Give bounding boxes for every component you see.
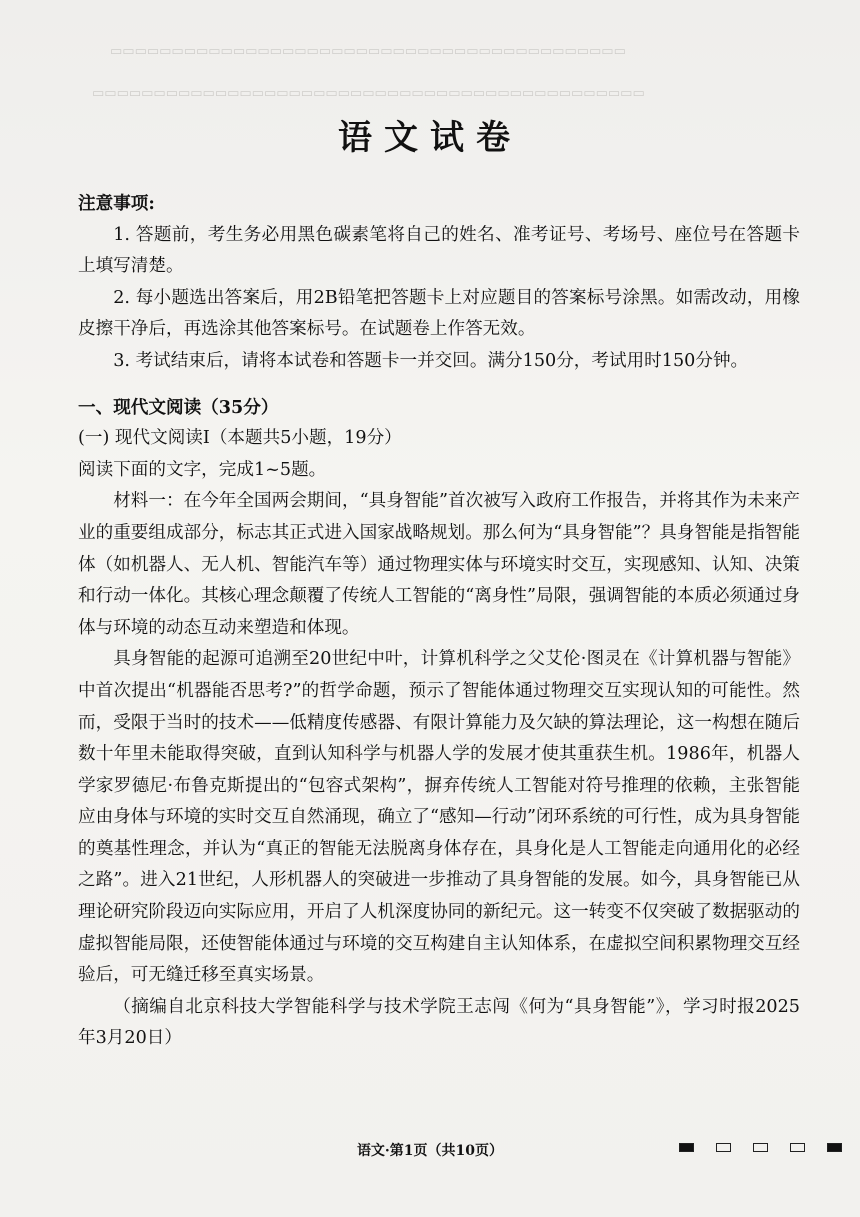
- subsection-heading: (一) 现代文阅读Ⅰ（本题共5小题，19分）: [78, 428, 402, 449]
- registration-mark: [716, 1143, 731, 1152]
- registration-mark: [679, 1143, 694, 1152]
- notice-item: 1. 答题前，考生务必用黑色碳素笔将自己的姓名、准考证号、考场号、座位号在答题卡上填写清楚。: [78, 224, 800, 277]
- section-heading: 一、现代文阅读（35分）: [78, 396, 279, 418]
- reading-instruction: 阅读下面的文字，完成1~5题。: [78, 459, 327, 480]
- source-citation: （摘编自北京科技大学智能科学与技术学院王志闯《何为“具身智能”》，学习时报2025年3月20日）: [78, 996, 800, 1049]
- registration-marks: [679, 1143, 842, 1152]
- material-paragraph: 具身智能的起源可追溯至20世纪中叶，计算机科学之父艾伦·图灵在《计算机器与智能》中首次提出“机器能否思考?”的哲学命题，预示了智能体通过物理交互实现认知的可能性。然而，受限于当时的技术——低精度传感器、有限计算能力及欠缺的算法理论，这一构想在随后数十年里未能取得突破，直到认知科学与机器人学的发展才使其重获生机。1986年，机器人学家罗德尼·布鲁克斯提出的“包容式架构”，摒弃传统人工智能对符号推理的依赖，主张智能应由身体与环境的实时交互自然涌现，确立了“感知—行动”闭环系统的可行性，成为具身智能的奠基性理念，并认为“真正的智能无法脱离身体存在，具身化是人工智能走向通用化的必经之路”。进入21世纪，人形机器人的突破进一步推动了具身智能的发展。如今，具身智能已从理论研究阶段迈向实际应用，开启了人机深度协同的新纪元。这一转变不仅突破了数据驱动的虚拟智能局限，还使智能体通过与环境的交互构建自主认知体系，在虚拟空间积累物理交互经验后，可无缝迁移至真实场景。: [78, 649, 800, 986]
- notice-item: 2. 每小题选出答案后，用2B铅笔把答题卡上对应题目的答案标号涂黑。如需改动，用橡皮擦干净后，再选涂其他答案标号。在试题卷上作答无效。: [78, 287, 800, 340]
- registration-mark: [753, 1143, 768, 1152]
- registration-mark: [790, 1143, 805, 1152]
- bleed-through-text: ▭▭▭▭▭▭▭▭▭▭▭▭▭▭▭▭▭▭▭▭▭▭▭▭▭▭▭▭▭▭▭▭▭▭▭▭▭▭▭▭▭▭: [110, 44, 626, 59]
- exam-content: [78, 188, 800, 1055]
- registration-mark: [827, 1143, 842, 1152]
- bleed-through-text: ▭▭▭▭▭▭▭▭▭▭▭▭▭▭▭▭▭▭▭▭▭▭▭▭▭▭▭▭▭▭▭▭▭▭▭▭▭▭▭▭▭▭▭▭▭: [92, 86, 645, 101]
- exam-title: 语文试卷: [338, 118, 522, 158]
- page-footer: 语文·第1页（共10页）: [356, 1143, 504, 1159]
- notice-heading: 注意事项:: [78, 193, 155, 214]
- notice-item: 3. 考试结束后，请将本试卷和答题卡一并交回。满分150分，考试用时150分钟。: [113, 350, 749, 371]
- material-paragraph: 材料一：在今年全国两会期间，“具身智能”首次被写入政府工作报告，并将其作为未来产业的重要组成部分，标志其正式进入国家战略规划。那么何为“具身智能”？具身智能是指智能体（如机器人、无人机、智能汽车等）通过物理实体与环境实时交互，实现感知、认知、决策和行动一体化。其核心理念颠覆了传统人工智能的“离身性”局限，强调智能的本质必须通过身体与环境的动态互动来塑造和体现。: [78, 491, 800, 638]
